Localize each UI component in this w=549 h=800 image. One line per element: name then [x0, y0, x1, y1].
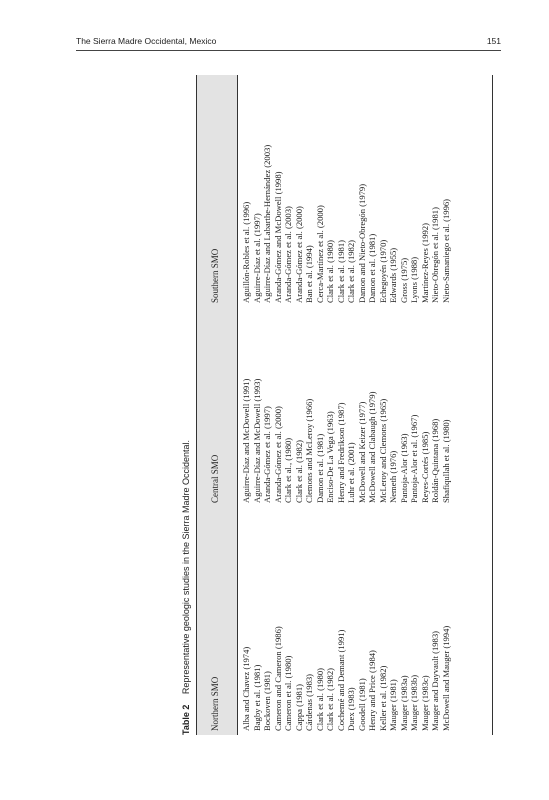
- table-cell: Keller et al. (1982): [377, 665, 388, 731]
- table-cell: Bagby et al. (1981): [251, 664, 262, 731]
- table-header-rule: [237, 75, 238, 735]
- table-cell: Aguirre-Díaz et al. (1997): [251, 213, 262, 303]
- table-cell: McDowell and Clabaugh (1979): [367, 391, 377, 503]
- table-cell: Clark et al. (1980): [325, 239, 335, 303]
- table-cell: Aranda-Gómez et al. (2003): [283, 206, 293, 303]
- table-cell: Edwards (1955): [388, 247, 398, 303]
- table-cell: Aguirre-Díaz and McDowell (1993): [251, 378, 262, 503]
- table-caption-text: Representative geologic studies in the Sierra Madre Occidental.: [181, 439, 191, 695]
- column-northern-smo: [241, 626, 451, 731]
- table-cell: Damon and Nieto-Obregón (1979): [356, 183, 367, 303]
- table-cell: Enciso-De La Vega (1963): [325, 411, 335, 503]
- table-cell: Cappa (1981): [293, 683, 304, 731]
- table-cell: Cochemé and Demant (1991): [335, 629, 346, 731]
- table-cell: Clark et al., (1980): [283, 437, 293, 503]
- table-cell: Clark et al. (1982): [346, 239, 356, 303]
- table-cell: Martínez-Reyes (1992): [419, 223, 430, 303]
- table-cell: McLeroy and Clemons (1965): [377, 398, 388, 503]
- table-cell: Clark et al. (1981): [335, 239, 346, 303]
- table-cell: Mauger (1983b): [409, 674, 419, 731]
- table-cell: Cerca-Martínez et al. (2000): [314, 205, 325, 303]
- table-cell: Cameron and Cameron (1986): [272, 626, 283, 731]
- table-cell: Gross (1975): [398, 257, 409, 303]
- table-cell: Mauger and Dayvault (1983): [430, 631, 440, 731]
- header-northern-smo: Northern SMO: [210, 676, 220, 731]
- table-cell: Mauger (1983c): [419, 675, 430, 731]
- column-southern-smo: [241, 145, 451, 303]
- table-cell: Clark et al. (1980): [314, 667, 325, 731]
- table-bottom-rule: [492, 75, 493, 735]
- table-cell: Reyes-Cortés (1985): [419, 431, 430, 503]
- table-cell: Cárdenas (1983): [304, 673, 314, 731]
- table-cell: McDowell and Keizer (1977): [356, 401, 367, 503]
- rotated-table: [176, 75, 493, 735]
- header-central-smo: Central SMO: [210, 454, 220, 503]
- table-cell: Shafiqullah et al. (1980): [440, 419, 451, 503]
- table-cell: Aranda-Gómez et al. (2000): [272, 406, 283, 503]
- geologic-studies-table: [196, 75, 493, 735]
- table-caption: [176, 75, 196, 735]
- table-cell: Damon et al. (1981): [367, 233, 377, 303]
- table-label: Table 2: [181, 704, 191, 735]
- table-cell: Damon et al. (1981): [314, 433, 325, 503]
- table-cell: Henry and Price (1984): [367, 650, 377, 731]
- table-cell: Nemeth (1976): [388, 450, 398, 503]
- table-cell: McDowell and Mauger (1994): [440, 625, 451, 731]
- table-cell: Henry and Fredrikson (1987): [335, 402, 346, 503]
- table-cell: Nieto-Obregón et al. (1981): [430, 207, 440, 303]
- header-southern-smo: Southern SMO: [210, 248, 220, 303]
- table-cell: Aguirre-Díaz and Labarthe-Hernández (2003): [262, 144, 272, 303]
- table-cell: Pantoja-Alor et al. (1967): [409, 414, 419, 503]
- table-top-rule: [196, 75, 197, 735]
- table-cell: Aranda-Gómez et al. (2000): [293, 206, 304, 303]
- table-cell: Aguillón-Robles et al. (1996): [241, 201, 251, 303]
- table-cell: Nieto-Samaniego et al. (1996): [440, 198, 451, 303]
- table-header-row: [196, 75, 237, 735]
- table-cell: Pantoja-Alor (1963): [398, 433, 409, 503]
- table-cell: Luhr et al. (2001): [346, 442, 356, 503]
- table-cell: Aguirre-Díaz and McDowell (1991): [241, 378, 251, 503]
- table-cell: Cameron et al. (1980): [283, 655, 293, 731]
- table-cell: Duex (1983): [346, 687, 356, 731]
- running-head-title: The Sierra Madre Occidental, Mexico: [76, 36, 217, 46]
- table-cell: Aranda-Gómez and McDowell (1998): [272, 171, 283, 303]
- column-central-smo: [241, 379, 451, 503]
- table-cell: Clemons and McLeroy (1966): [304, 398, 314, 503]
- table-cell: Mauger (1981): [388, 679, 398, 731]
- table-cell: Alba and Chavez (1974): [241, 646, 251, 731]
- table-container: [176, 75, 493, 735]
- running-head: [76, 36, 501, 51]
- table-cell: Goodell (1981): [356, 678, 367, 731]
- table-cell: Ban et al. (1994): [304, 245, 314, 303]
- table-cell: Echegoyén (1970): [377, 239, 388, 303]
- table-cell: Clark et al. (1982): [293, 439, 304, 503]
- table-cell: Mauger (1983a): [398, 675, 409, 731]
- page-number: 151: [486, 36, 501, 46]
- table-cell: Bockoven (1981): [262, 671, 272, 731]
- table-cell: Aranda-Gómez et al. (1997): [262, 406, 272, 503]
- table-cell: Lyons (1988): [409, 256, 419, 303]
- table-cell: Roldán-Quintana (1968): [430, 418, 440, 503]
- table-cell: Clark et al. (1982): [325, 667, 335, 731]
